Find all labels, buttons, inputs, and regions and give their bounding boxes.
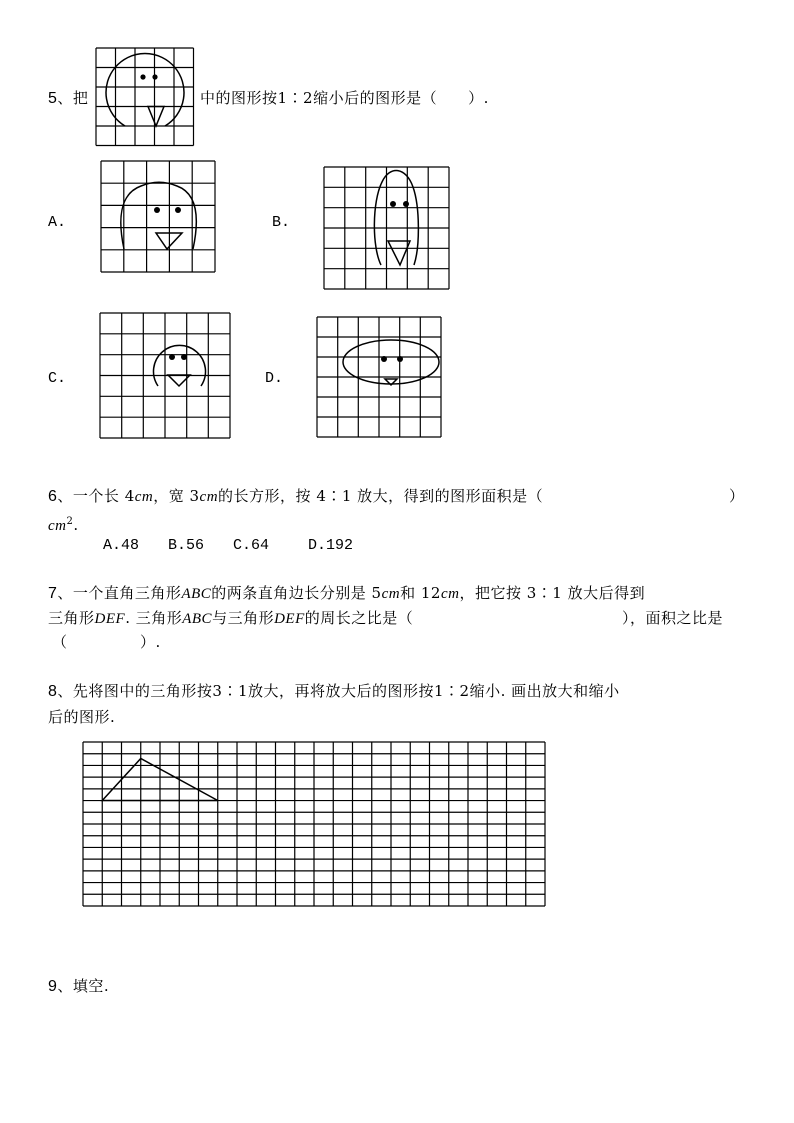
- q5-stem-text: 中的图形按1∶2缩小后的图形是（ ）.: [200, 89, 489, 107]
- q7-cm-1: cm: [381, 586, 401, 602]
- q5-option-b-label: B.: [272, 214, 291, 231]
- q7-line1: [48, 583, 645, 604]
- q6-unit-cm2: cm: [48, 518, 67, 534]
- q5-original-eye-right: [152, 74, 157, 79]
- q5-option-c-head: [154, 345, 206, 386]
- q5-option-d-grid: [317, 317, 441, 437]
- q5-original-head: [106, 54, 184, 126]
- q5-original-grid: [96, 48, 194, 146]
- q9-sep: 、: [57, 977, 73, 995]
- q7-cm-2: cm: [440, 586, 460, 602]
- q7-text-a: 一个直角三角形: [72, 584, 182, 602]
- q6-choice-d[interactable]: D.192: [308, 537, 354, 554]
- q5-option-c-eye-right: [181, 354, 187, 360]
- q5-option-b-head: [374, 171, 418, 265]
- q5-pre: 把: [72, 89, 89, 107]
- q6-unit-cm-2: cm: [199, 489, 219, 505]
- q7-line2-end: ），面积之比是: [622, 609, 724, 627]
- q7-l2-d: 的周长之比是（: [304, 609, 414, 627]
- q5-option-b-figure[interactable]: [324, 167, 450, 290]
- q8-line1: [48, 681, 620, 702]
- q6-choice-b[interactable]: B.56: [168, 537, 205, 554]
- q6-choice-c[interactable]: C.64: [233, 537, 270, 554]
- q5-original-figure: [96, 48, 194, 146]
- q8-number: 8: [48, 683, 58, 700]
- q5-original-eye-left: [140, 74, 145, 79]
- q5-stem-start: [48, 88, 88, 109]
- q5-option-c-eye-left: [169, 354, 175, 360]
- q5-option-a-label: A.: [48, 214, 67, 231]
- q7-text-c: 和 12: [400, 584, 441, 602]
- q8-grid-figure[interactable]: [83, 742, 546, 908]
- q7-abc-1: ABC: [181, 586, 212, 602]
- q9-number: 9: [48, 978, 58, 995]
- q5-original-beak: [148, 107, 164, 127]
- q5-option-b-grid: [324, 167, 449, 289]
- q7-l2-c: 与三角形: [212, 609, 275, 627]
- q6-line2-end: .: [73, 516, 79, 534]
- q6-line2: [48, 512, 79, 536]
- q7-def-1: DEF: [94, 611, 126, 627]
- q5-option-d-figure[interactable]: [317, 317, 442, 438]
- q5-option-d-eye-left: [381, 356, 387, 362]
- q6-number: 6: [48, 488, 58, 505]
- q8-sep: 、: [57, 682, 73, 700]
- q9-line: [48, 976, 109, 997]
- q7-text-b: 的两条直角边长分别是 5: [211, 584, 382, 602]
- q5-option-c-label: C.: [48, 370, 67, 387]
- q7-line3-close: ）.: [140, 633, 161, 651]
- q6-text-b: ，宽 3: [153, 487, 200, 505]
- q5-option-c-figure[interactable]: [100, 313, 231, 439]
- q5-option-a-eye-left: [154, 207, 160, 213]
- q6-line1: [48, 486, 543, 507]
- q5-option-a-figure[interactable]: [101, 161, 216, 273]
- q5-sep: 、: [57, 89, 73, 107]
- q7-sep: 、: [57, 584, 73, 602]
- q5-option-b-eye-right: [403, 201, 409, 207]
- q8-grid: [83, 742, 545, 906]
- q5-number: 5: [48, 90, 58, 107]
- q5-option-d-eye-right: [397, 356, 403, 362]
- q5-option-c-grid: [100, 313, 230, 438]
- q6-unit-cm-1: cm: [134, 489, 154, 505]
- q8-line2: 后的图形.: [48, 708, 116, 726]
- q5-option-a-grid: [101, 161, 215, 272]
- q6-sep: 、: [57, 487, 73, 505]
- q8-text-1: 先将图中的三角形按3∶1放大，再将放大后的图形按1∶2缩小. 画出放大和缩小: [72, 682, 620, 700]
- q5-option-a-head: [121, 182, 197, 249]
- q7-text-d: ，把它按 3∶1 放大后得到: [459, 584, 646, 602]
- q7-number: 7: [48, 585, 58, 602]
- q7-l2-b: . 三角形: [125, 609, 183, 627]
- q5-option-b-eye-left: [390, 201, 396, 207]
- q6-close-paren: ）: [729, 487, 745, 505]
- q7-l2-a: 三角形: [48, 609, 95, 627]
- q7-line3-open: （: [52, 633, 68, 651]
- q6-text-a: 一个长 4: [72, 487, 135, 505]
- q6-choice-a[interactable]: A.48: [103, 537, 140, 554]
- q6-text-c: 的长方形，按 4∶1 放大，得到的图形面积是（: [218, 487, 544, 505]
- q7-line2: [48, 608, 413, 629]
- q7-def-2: DEF: [274, 611, 305, 627]
- q6-unit-sup: 2: [66, 516, 74, 527]
- q5-option-a-eye-right: [175, 207, 181, 213]
- q7-abc-2: ABC: [182, 611, 213, 627]
- q5-option-d-label: D.: [265, 370, 284, 387]
- q9-text: 填空.: [72, 977, 110, 995]
